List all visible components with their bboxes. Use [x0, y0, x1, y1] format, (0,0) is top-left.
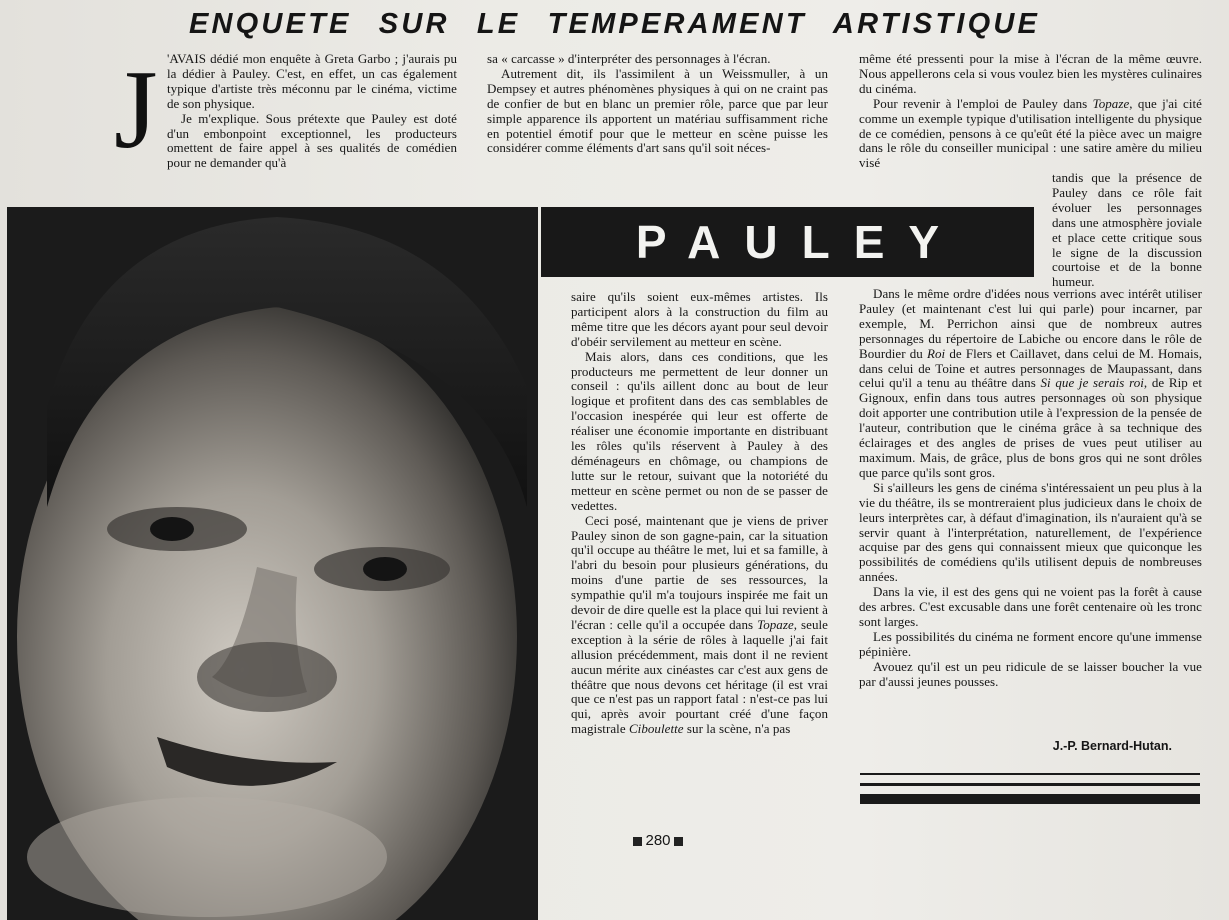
drop-cap: J — [114, 48, 158, 172]
paragraph: Dans la vie, il est des gens qui ne voient pas la forêt à cause des arbres. C'est excusable dans une forêt centenaire où les tronc sont larges. — [859, 584, 1202, 629]
paragraph: tandis que la présence de Pauley dans ce rôle fait évoluer les personnages dans une atmosphère joviale et place cette critique sous le signe de la discussion courtoise et de la bonne humeur. — [1052, 170, 1202, 290]
page-number: 280 — [622, 831, 694, 851]
closing-rule — [860, 794, 1200, 804]
paragraph: Pour revenir à l'emploi de Pauley dans Topaze, que j'ai cité comme un exemple typique d'utilisation intelligente du physique de ce comédien, pensons à ce qu'eût été la pièce avec un maigre dans le rôle du conseiller municipal : une satire amère du milieu visé — [859, 95, 1202, 171]
article-title: PAULEY — [635, 216, 964, 268]
author-signature: J.-P. Bernard-Hutan. — [1052, 739, 1172, 753]
paragraph: Si s'ailleurs les gens de cinéma s'intéressaient un peu plus à la vie du théâtre, ils se montreraient plus judicieux dans le choix de leurs interprètes car, à défaut d'imagination, ils n'auraient qu'à se servir quant à l'interprétation, naturellement, de l'expérience acquise par des gens qui connaissent mieux que quiconque les possibilités de comédiens qu'ils utilisent depuis de nombreuses années. — [859, 479, 1202, 585]
column-3-bottom — [859, 287, 1202, 689]
paragraph: Les possibilités du cinéma ne forment encore qu'une immense pépinière. — [859, 628, 1202, 659]
portrait-image — [7, 207, 538, 920]
closing-rule — [860, 783, 1200, 786]
column-2-top — [487, 52, 828, 156]
paragraph: même été pressenti pour la mise à l'écran de la même œuvre. Nous appellerons cela si vous voulez bien les mystères culinaires du cinéma. — [859, 51, 1202, 96]
square-ornament-icon — [674, 837, 683, 846]
paragraph: Dans le même ordre d'idées nous verrions avec intérêt utiliser Pauley (et maintenant c'est lui qui parle) pour incarner, par exemple, M. Perrichon ainsi que de nombreux autres personnages du répertoire de Labiche ou encore dans le rôle de Bourdier du Roi de Flers et Caillavet, dans celui de M. Homais, dans celui de Toine et autres personnages de Maupassant, dans celui qu'il a tenu au théâtre dans Si que je serais roi, de Rip et Gignoux, enfin dans tous autres personnages où son physique doit apporter une contribution utile à l'expression de la pensée de l'auteur, contribution que le cinéma grâce à sa technique des éclairages et des angles de prises de vues peut utiliser au maximum. Mais, de grâce, plus de bons gros qui ne sont drôles que parce qu'ils sont gros. — [859, 286, 1203, 480]
paragraph: 'AVAIS dédié mon enquête à Greta Garbo ; j'aurais pu la dédier à Pauley. C'est, en effet, un cas également typique d'artiste très méconnu par le cinéma, victime de son physique. — [167, 51, 457, 111]
paragraph: sa « carcasse » d'interpréter des personnages à l'écran. — [487, 51, 771, 66]
column-1-top — [167, 52, 457, 171]
column-2-bottom — [571, 290, 828, 737]
paragraph: Avouez qu'il est un peu ridicule de se laisser boucher la vue par d'aussi jeunes pousses. — [859, 658, 1202, 689]
column-3-top — [859, 52, 1202, 171]
portrait-photo — [7, 207, 538, 920]
column-3-wrap — [1052, 171, 1202, 290]
paragraph: Autrement dit, ils l'assimilent à un Weissmuller, à un Dempsey et autres phénomènes physiques à qui on ne craint pas de confier de but en blanc un premier rôle, parce que par leur simple apparence ils apportent un matériau suffisamment riche en potentiel émotif pour que le metteur en scène puisse les considérer comme éléments d'art sans qu'il soit néces- — [487, 65, 828, 156]
paragraph: Mais alors, dans ces conditions, que les producteurs me permettent de leur donner un conseil : qu'ils aillent donc au bout de leur logique et profitent dans des cas semblables de l'occasion inespérée qui leur est offerte de réaliser une économie importante en distribuant les rôles qu'ils réservent à Pauley à des déménageurs en chômage, ou champions de lutte sur le retour, suivant que la notoriété du metteur en scène permet ou non de se passer de vedettes. — [571, 348, 828, 513]
square-ornament-icon — [633, 837, 642, 846]
article-headline: ENQUETE SUR LE TEMPERAMENT ARTISTIQUE — [188, 8, 1041, 40]
closing-rule — [860, 773, 1200, 775]
paragraph: Ceci posé, maintenant que je viens de priver Pauley sinon de son gagne-pain, car la situation qu'il occupe au théâtre le met, lui et sa famille, à l'abri du besoin pour plusieurs générations, du moins d'une partie de ses ressources, la sympathie qu'il m'a toujours inspirée me fait un devoir de dire quelle est la place qui lui revient à l'écran : celle qu'il a occupée dans Topaze, seule exception à la série de rôles à laquelle j'ai fait allusion précédemment, mais dont il ne revient aucun mérite aux cinéastes car c'est aux gens de théâtre que nous devons cet héritage (il est vrai que ce n'est pas un rapport fatal : n'est-ce pas lui qui, après avoir pourtant créé d'une façon magistrale Ciboulette sur la scène, n'a pas — [571, 512, 828, 737]
paragraph: Je m'explique. Sous prétexte que Pauley est doté d'un embonpoint exceptionnel, les producteurs omettent de faire appel à ses qualités de comédien pour ne demander qu'à — [167, 110, 457, 171]
paragraph: saire qu'ils soient eux-mêmes artistes. Ils participent alors à la construction du film au même titre que les décors ayant pour seul devoir d'obéir servilement au metteur en scène. — [571, 289, 828, 349]
